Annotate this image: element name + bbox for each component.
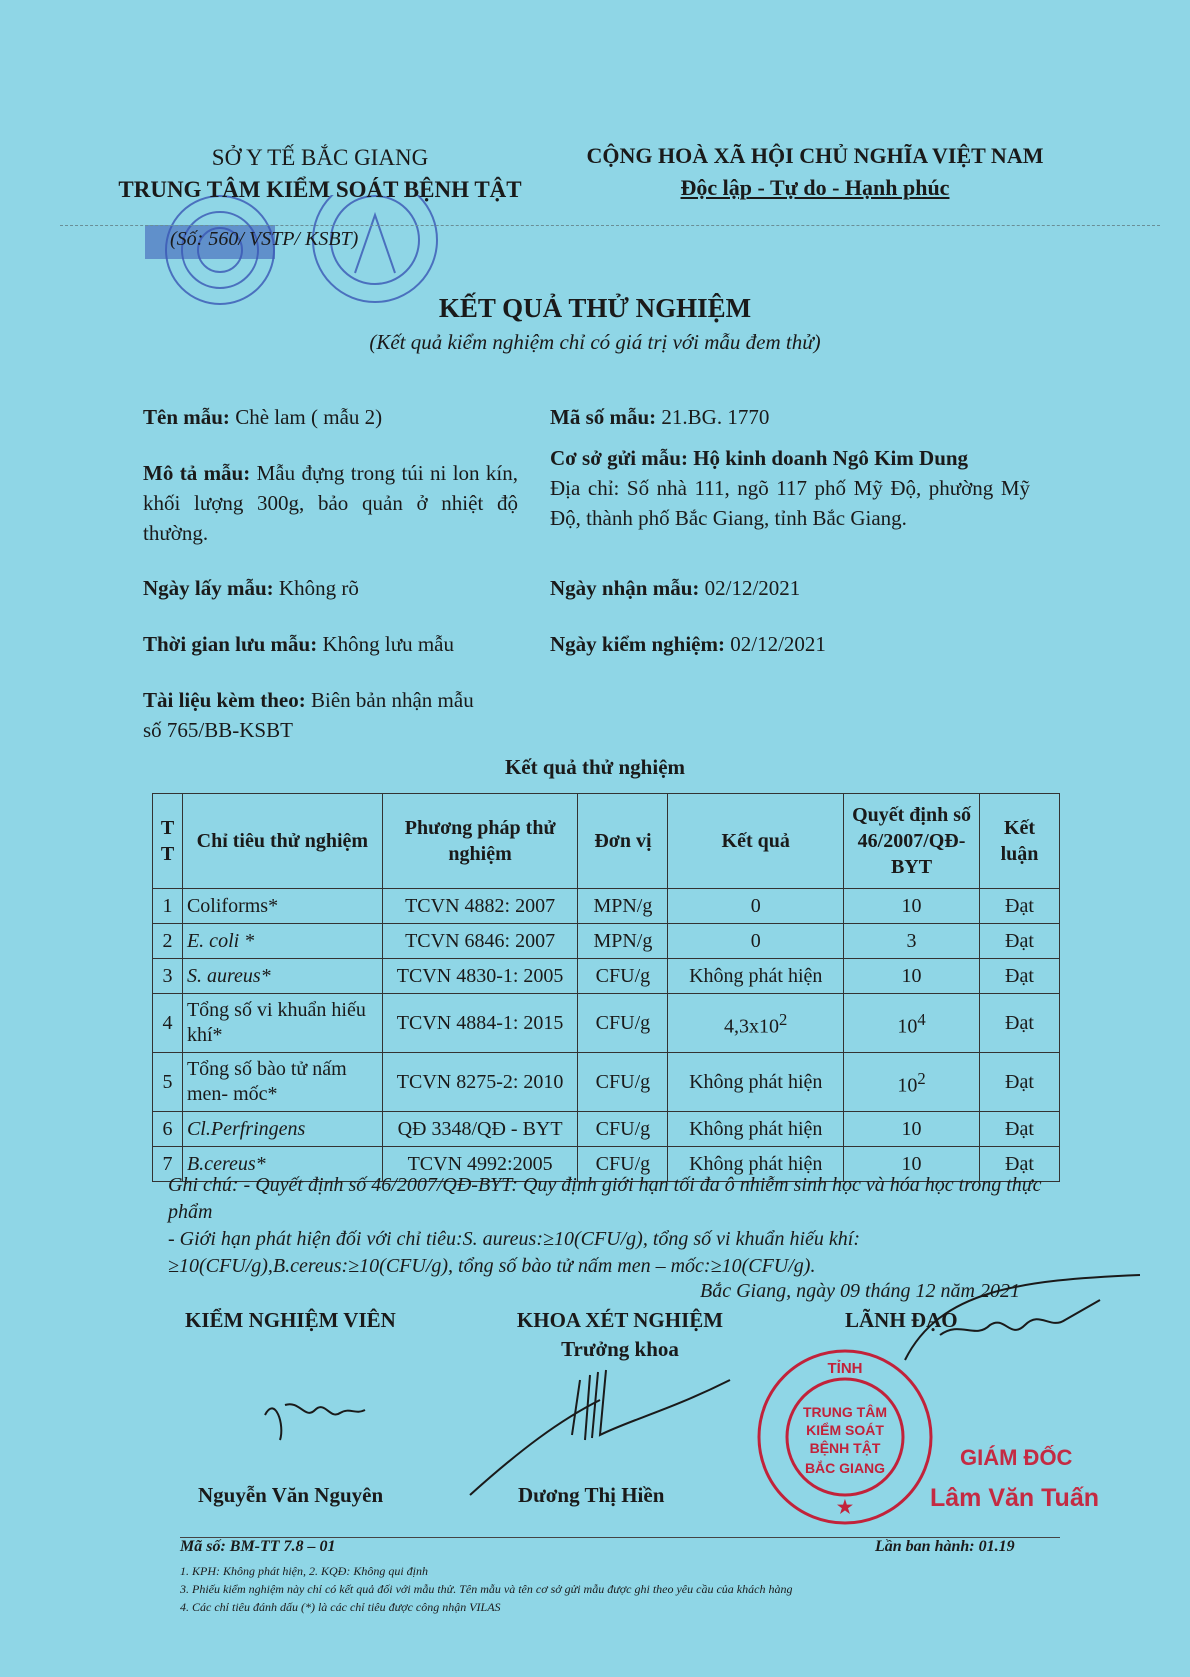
sample-received-date: Ngày nhận mẫu: 02/12/2021 (550, 576, 801, 600)
director-signature (900, 1270, 1150, 1380)
col-tt: TT (153, 794, 183, 889)
lab-head-signature (460, 1360, 740, 1500)
document-subtitle: (Kết quả kiểm nghiệm chỉ có giá trị với mẫu đem thử) (369, 330, 821, 354)
star-icon: ★ (836, 1497, 854, 1517)
sample-code: Mã số mẫu: 21.BG. 1770 (550, 405, 770, 429)
result-cell: $4,3x10^2$ (668, 994, 844, 1053)
national-motto: Độc lập - Tự do - Hạnh phúc (680, 175, 950, 200)
note-line-1: Ghi chú: - Quyết định số 46/2007/QĐ-BYT: Quy định giới hạn tối đa ô nhiễm sinh học và hóa học trong thực phẩm (168, 1174, 1042, 1223)
lab-title: KHOA XÉT NGHIỆM Trưởng khoa (470, 1308, 770, 1362)
note-line-2: - Giới hạn phát hiện đối với chỉ tiêu:S. aureus:≥10(CFU/g), tổng số vi khuẩn hiếu khí: ≥10(CFU/g),B.cereus:≥10(CFU/g), tổng số bào tử nấm men – mốc:≥10(CFU/g). (168, 1228, 861, 1277)
col-result: Kết quả (668, 794, 844, 889)
test-date: Ngày kiểm nghiệm: 02/12/2021 (550, 632, 826, 656)
sample-description: Mô tả mẫu: Mẫu đựng trong túi ni lon kín, khối lượng 300g, bảo quản ở nhiệt độ thường. (143, 461, 519, 545)
stamp-line-3: BỆNH TẬT (809, 1440, 881, 1456)
lab-head-name: Dương Thị Hiền (518, 1483, 665, 1507)
attached-documents: Tài liệu kèm theo: Biên bản nhận mẫu số 765/BB-KSBT (143, 688, 474, 742)
sender-address: Địa chỉ: Số nhà 111, ngõ 117 phố Mỹ Độ, phường Mỹ Độ, thành phố Bắc Giang, tỉnh Bắc Giang. (550, 476, 1030, 530)
leader-title: LÃNH ĐẠO (845, 1308, 958, 1332)
national-header (555, 140, 1075, 204)
nation-name: CỘNG HOÀ XÃ HỘI CHỦ NGHĨA VIỆT NAM (586, 143, 1044, 168)
department-name: SỞ Y TẾ BẮC GIANG (211, 145, 429, 170)
form-code: Mã số: BM-TT 7.8 – 01 (180, 1538, 336, 1555)
notes (168, 1172, 1068, 1280)
lab-subtitle: Trưởng khoa (561, 1337, 679, 1361)
sender-info: Cơ sở gửi mẫu: Hộ kinh doanh Ngô Kim Dung Địa chỉ: Số nhà 111, ngõ 117 phố Mỹ Độ, phường Mỹ Độ, thành phố Bắc Giang, tỉnh Bắc Giang. (550, 443, 1030, 533)
document-title: KẾT QUẢ THỬ NGHIỆM (438, 293, 752, 323)
director-name: Lâm Văn Tuấn (930, 1484, 1100, 1512)
vilas-number: (Số: 560/ VSTP/ KSBT) (170, 228, 359, 250)
table-row: 5 Tổng số bào tử nấm men- mốc* TCVN 8275-2: 2010 CFU/g Không phát hiện $10^2$ Đạt (153, 1053, 1060, 1112)
standard-cell: $10^2$ (844, 1053, 980, 1112)
stamp-line-2: KIỂM SOÁT (806, 1422, 884, 1438)
table-row: 4 Tổng số vi khuẩn hiếu khí* TCVN 4884-1: 2015 CFU/g $4,3x10^2$ $10^4$ Đạt (153, 994, 1060, 1053)
issue-date: Bắc Giang, ngày 09 tháng 12 năm 2021 (700, 1280, 1020, 1302)
table-row: 2 E. coli * TCVN 6846: 2007 MPN/g 0 3 Đạt (153, 924, 1060, 959)
center-name: TRUNG TÂM KIỂM SOÁT BỆNH TẬT (118, 177, 522, 202)
col-method: Phương pháp thử nghiệm (382, 794, 578, 889)
results-table (152, 793, 1060, 1182)
footer-notes: 1. KPH: Không phát hiện, 2. KQĐ: Không qui định 3. Phiếu kiểm nghiệm này chỉ có kết quả đối với mẫu thử. Tên mẫu và tên cơ sở gửi mẫu được ghi theo yêu cầu của khách hàng 4. Các chỉ tiêu đánh dấu (*) là các chỉ tiêu được công nhận VILAS (180, 1564, 793, 1614)
header-divider (60, 225, 1160, 226)
col-conclusion: Kết luận (980, 794, 1060, 889)
table-row: 1 Coliforms* TCVN 4882: 2007 MPN/g 0 10 Đạt (153, 889, 1060, 924)
col-unit: Đơn vị (578, 794, 668, 889)
table-row: 3 S. aureus* TCVN 4830-1: 2005 CFU/g Không phát hiện 10 Đạt (153, 959, 1060, 994)
sample-date-taken: Ngày lấy mẫu: Không rõ (143, 576, 359, 600)
sample-name: Tên mẫu: Chè lam ( mẫu 2) (143, 405, 383, 429)
form-version: Lần ban hành: 01.19 (875, 1538, 1015, 1555)
table-header-row (153, 794, 1060, 889)
sample-description-value: Mẫu đựng trong túi ni lon kín, khối lượng 300g, bảo quản ở nhiệt độ thường. (143, 461, 519, 545)
analyst-title: KIỂM NGHIỆM VIÊN (185, 1308, 396, 1332)
analyst-name: Nguyễn Văn Nguyên (198, 1483, 384, 1507)
sample-name-value: Chè lam ( mẫu 2) (235, 405, 383, 429)
stamp-line-1: TRUNG TÂM (803, 1404, 887, 1420)
table-row: 6 Cl.Perfringens QĐ 3348/QĐ - BYT CFU/g Không phát hiện 10 Đạt (153, 1112, 1060, 1147)
director-title: GIÁM ĐỐC (960, 1445, 1073, 1470)
table-row: 7 B.cereus* TCVN 4992:2005 CFU/g Không phát hiện 10 Đạt (153, 1147, 1060, 1182)
analyst-signature (255, 1385, 375, 1445)
sender-name: Hộ kinh doanh Ngô Kim Dung (693, 446, 969, 470)
sample-storage: Thời gian lưu mẫu: Không lưu mẫu (143, 632, 454, 656)
col-standard: Quyết định số 46/2007/QĐ-BYT (844, 794, 980, 889)
stamp-line-4: BẮC GIANG (804, 1460, 886, 1476)
results-table-title: Kết quả thử nghiệm (504, 755, 686, 779)
standard-cell: $10^4$ (844, 994, 980, 1053)
issuer-header (110, 142, 530, 206)
col-indicator: Chỉ tiêu thử nghiệm (182, 794, 382, 889)
stamp-top: TỈNH (827, 1360, 863, 1377)
